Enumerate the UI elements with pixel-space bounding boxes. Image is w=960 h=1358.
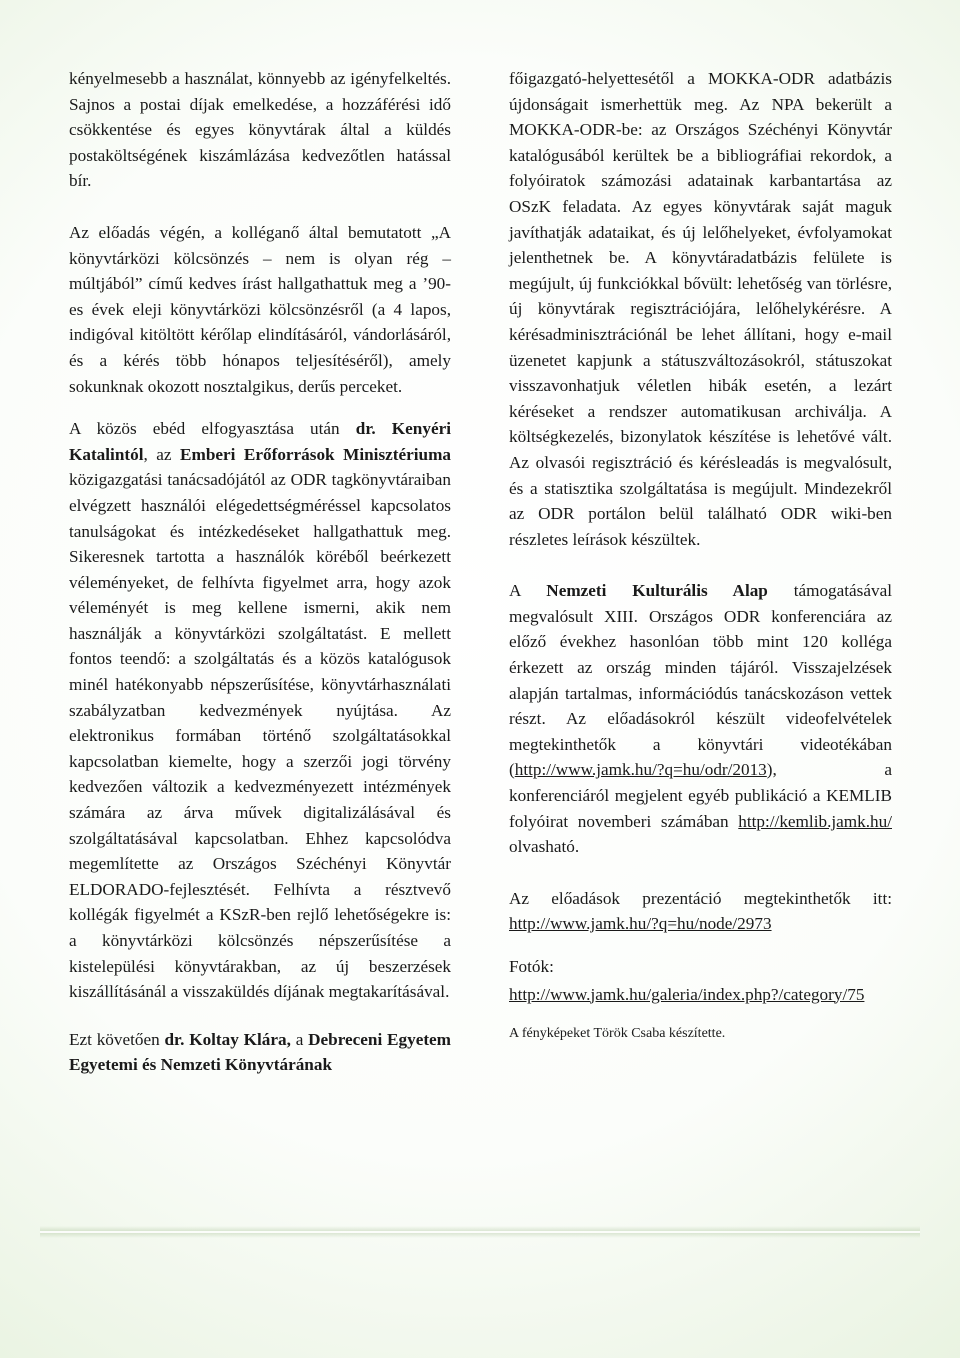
divider	[40, 1226, 920, 1238]
institution-name: Emberi Erőforrások Minisztériuma	[180, 444, 451, 464]
paragraph	[69, 416, 451, 1005]
paragraph-text: , az	[143, 444, 181, 464]
paragraph-text: Ezt követően	[69, 1029, 165, 1049]
photo-gallery-link[interactable]: http://www.jamk.hu/galeria/index.php?/category/75	[509, 984, 865, 1004]
institution-name: Debreceni Egyetem Egyetemi és Nemzeti Könyvtárának	[69, 1029, 452, 1075]
paragraph	[509, 886, 892, 937]
paragraph	[509, 578, 892, 860]
photos-label: Fotók:	[509, 957, 554, 976]
video-library-link[interactable]: http://www.jamk.hu/?q=hu/odr/2013	[514, 760, 767, 780]
right-column	[509, 66, 892, 1045]
paragraph-text: közigazgatási tanácsadójától az ODR tagkönyvtáraiban elvégzett használói elégedettségméréssel kapcsolatos tanulságokat és intézkedéseket hallgathattuk meg. Sikeresnek tartotta a használók köréből beérkezett véleményeket, de felhívta figyelmet arra, hogy azok véleményét is meg kellene ismerni, akik nem használják a könyvtárközi szolgáltatást. E mellett fontos teendő: a szolgáltatás és a közös katalógusok minél hatékonyabb népszerűsítése, könyvtárhasználati szabályzatban kedvezmények nyújtása. Az elektronikus formában történő szolgáltatásokkal kapcsolatban kiemelte, hogy a szerzői jogi törvény kedvezően változik a kedvezményezett intézmények számára az árva művek digitalizálásával és szolgáltatásával kapcsolatban. Ehhez kapcsolódva megemlítette az Országos Széchényi Könyvtár ELDORADO-fejlesztését. Felhívta a résztvevő kollégák figyelmét a KSzR-ben rejlő lehetőségekre is: a könyvtárközi kölcsönzés népszerűsítése a kistelepülési könyvtárakban, az új beszerzések kiszállításánál a visszaküldés díjának megtakarításával.	[69, 470, 451, 1002]
photo-credit: A fényképeket Török Csaba készítette.	[509, 1026, 726, 1042]
presentations-link[interactable]: http://www.jamk.hu/?q=hu/node/2973	[509, 914, 772, 934]
fund-name: Nemzeti Kulturális Alap	[546, 581, 768, 601]
kemlib-link[interactable]: http://kemlib.jamk.hu/	[738, 811, 892, 831]
speaker-name: dr. Kenyéri Katalintól	[69, 419, 451, 464]
paragraph: Az előadás végén, a kolléganő által bemutatott „A könyvtárközi kölcsönzés – nem is olyan rég – múltjából” című kedves írást hallgathattuk meg a ’90-es évek eleji könyvtárközi kölcsönzésről (a 4 lapos, indigóval kitöltött kérőlap elindításáról, vándorlásáról, és a kérés több hónapos teljesítéséről), amely sokunknak okozott nosztalgikus, derűs perceket.	[69, 222, 451, 396]
paragraph-text: támogatásával megvalósult XIII. Országos ODR konferenciára az előző évekhez hasonlóan több mint 120 kolléga érkezett az ország minden tájáról. Visszajelzések alapján tartalmas, információdús tanácskozáson vettek részt. Az előadásokról készült videofelvételek megtekinthetők a könyvtári videotékában (	[509, 581, 892, 780]
paragraph: kényelmesebb a használat, könnyebb az igényfelkeltés. Sajnos a postai díjak emelkedése, a hozzáférési idő csökkentése és egyes könyvtárak által a küldés postaköltségének kiszámlázása kedvezőtlen hatással bír.	[69, 69, 451, 191]
paragraph-text: a	[290, 1029, 309, 1049]
paragraph: főigazgató-helyettesétől a MOKKA-ODR adatbázis újdonságait ismerhettük meg. Az NPA bekerült a MOKKA-ODR-be: az Országos Széchényi Könyvtár katalógusából kerültek be a bibliográfiai rekordok, a folyóiratok számozási adatainak karbantartása az OSzK feladata. Az egyes könyvtárak saját maguk javíthatják adataikat, és új lelőhelyeket, évfolyamokat jelenthetnek be. A könyvtáradatbázis felülete is megújult, új funkciókkal bővült: lehetőség van törlésre, új könyvtárak regisztrációjára, lelőhelykérésre. A kérésadminisztrációnál be lehet állítani, hogy e-mail üzenetet kapjunk a státuszváltozásokról, státuszokat visszavonhatjuk véletlen hibák esetén, a lezárt kéréseket a rendszer automatikusan archiválja. A költségkezelés, bizonylatok készítése is lehetővé vált. Az olvasói regisztráció és kérésleadás is megvalósult, és a statisztika szolgáltatása is megújult. Mindezekről az ODR portálon belül található ODR wiki-ben részletes leírások készültek.	[509, 69, 892, 549]
paragraph-text: A	[509, 581, 547, 601]
paragraph-text: Az előadások prezentáció megtekinthetők itt:	[509, 888, 892, 908]
paragraph-text: ), a konferenciáról megjelent egyéb publikáció a KEMLIB folyóirat novemberi számában	[509, 760, 892, 831]
speaker-name: dr. Koltay Klára,	[164, 1029, 291, 1049]
paragraph-text: olvasható.	[509, 837, 580, 857]
left-column	[69, 66, 451, 1078]
paragraph	[69, 1027, 451, 1078]
paragraph	[509, 982, 892, 1008]
paragraph-text: A közös ebéd elfogyasztása után	[69, 419, 356, 439]
